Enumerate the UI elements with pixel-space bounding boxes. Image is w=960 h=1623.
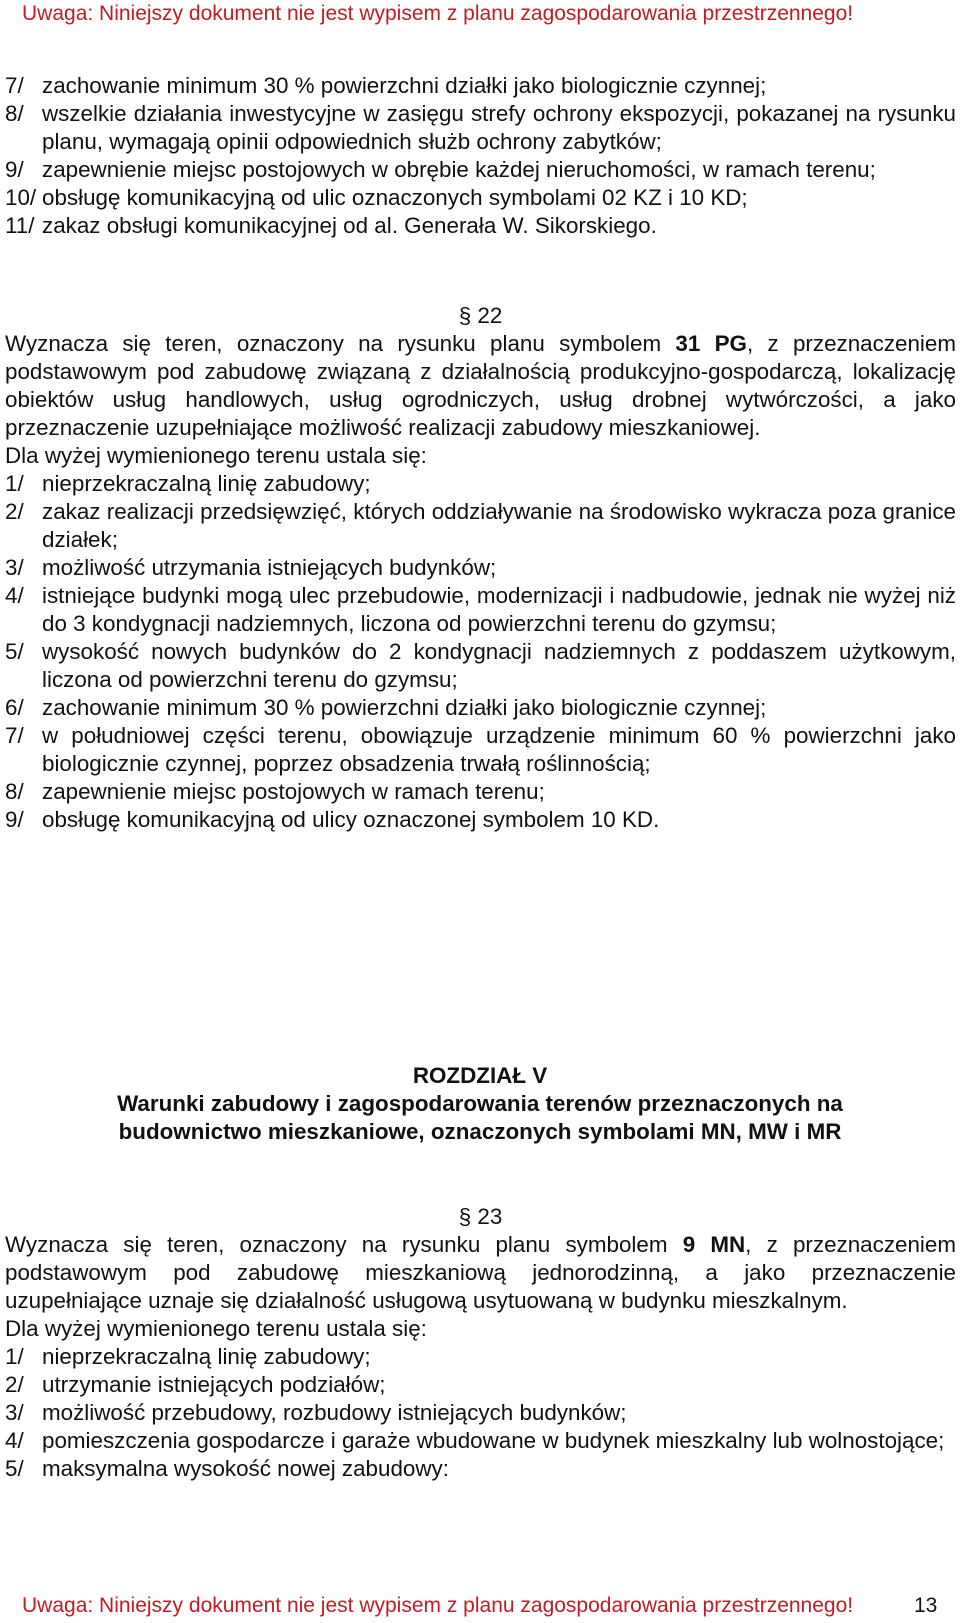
section-lead: Dla wyżej wymienionego terenu ustala się:: [5, 443, 427, 468]
item-text: istniejące budynki mogą ulec przebudowie, modernizacji i nadbudowie, jednak nie wyżej niż do 3 kondygnacji nadziemnych, liczona od powierzchni terenu do gzymsu;: [42, 583, 956, 636]
item-text: utrzymanie istniejących podziałów;: [42, 1372, 386, 1397]
item-text: zakaz realizacji przedsięwzięć, których oddziaływanie na środowisko wykracza poza granice działek;: [42, 499, 956, 552]
item-text: obsługę komunikacyjną od ulic oznaczonych symbolami 02 KZ i 10 KD;: [42, 185, 748, 210]
item-text: możliwość przebudowy, rozbudowy istniejących budynków;: [42, 1400, 627, 1425]
list-item: [5, 1371, 956, 1399]
warning-header: Uwaga: Niniejszy dokument nie jest wypisem z planu zagospodarowania przestrzennego!: [22, 2, 854, 25]
item-text: wysokość nowych budynków do 2 kondygnacji nadziemnych z poddaszem użytkowym, liczona od powierzchni terenu do gzymsu;: [42, 639, 956, 692]
list-item: [5, 100, 956, 156]
zone-symbol: 9 MN: [682, 1232, 746, 1257]
list-item: [5, 184, 956, 212]
item-text: w południowej części terenu, obowiązuje urządzenie minimum 60 % powierzchni jako biologicznie czynnej, poprzez obsadzenia trwałą roślinnością;: [42, 723, 956, 776]
zone-symbol: 31 PG: [675, 331, 747, 356]
intro-text-start: Wyznacza się teren, oznaczony na rysunku planu symbolem: [5, 1232, 683, 1257]
chapter-title: ROZDZIAŁ V: [412, 1063, 548, 1088]
warning-footer: Uwaga: Niniejszy dokument nie jest wypisem z planu zagospodarowania przestrzennego!: [22, 1594, 854, 1617]
item-text: zapewnienie miejsc postojowych w obrębie każdej nieruchomości, w ramach terenu;: [42, 157, 876, 182]
item-number: 7/: [5, 723, 24, 748]
item-text: możliwość utrzymania istniejących budynków;: [42, 555, 497, 580]
list-item: [5, 1455, 956, 1483]
item-number: 11/: [5, 213, 35, 238]
list-item: [5, 498, 956, 554]
intro-text-start: Wyznacza się teren, oznaczony na rysunku planu symbolem: [5, 331, 676, 356]
list-item: [5, 778, 956, 806]
chapter-heading: [0, 1062, 960, 1146]
item-number: 7/: [5, 73, 24, 98]
section-intro: [5, 1231, 956, 1315]
item-number: 3/: [5, 1400, 24, 1425]
item-number: 2/: [5, 1372, 24, 1397]
item-number: 10/: [5, 185, 37, 210]
list-item: [5, 806, 956, 834]
section-23: [5, 1203, 956, 1483]
item-number: 4/: [5, 583, 24, 608]
item-number: 3/: [5, 555, 24, 580]
list-item: [5, 582, 956, 638]
item-number: 1/: [5, 1344, 24, 1369]
list-item: [5, 212, 956, 240]
item-number: 4/: [5, 1428, 24, 1453]
item-number: 8/: [5, 779, 24, 804]
list-item: [5, 1399, 956, 1427]
intro-text-end: , z przeznaczeniem podstawowym pod zabudowę mieszkaniową jednorodzinną, a jako przeznaczenie uzupełniające uznaje się działalność usługową usytuowaną w budynku mieszkalnym.: [5, 1232, 957, 1313]
list-item: [5, 638, 956, 694]
section-heading: § 23: [458, 1204, 503, 1229]
list-item: [5, 72, 956, 100]
continued-list: [5, 72, 956, 240]
list-item: [5, 156, 956, 184]
page-number: 13: [914, 1594, 938, 1617]
item-number: 8/: [5, 101, 24, 126]
item-text: nieprzekraczalną linię zabudowy;: [42, 1344, 371, 1369]
item-number: 6/: [5, 695, 24, 720]
item-text: wszelkie działania inwestycyjne w zasięgu strefy ochrony ekspozycji, pokazanej na rysunku planu, wymagają opinii odpowiednich służb ochrony zabytków;: [42, 101, 956, 154]
item-text: zapewnienie miejsc postojowych w ramach terenu;: [42, 779, 545, 804]
item-number: 1/: [5, 471, 24, 496]
item-number: 9/: [5, 157, 24, 182]
item-text: nieprzekraczalną linię zabudowy;: [42, 471, 371, 496]
list-item: [5, 554, 956, 582]
item-text: maksymalna wysokość nowej zabudowy:: [42, 1456, 449, 1481]
item-number: 2/: [5, 499, 24, 524]
list-item: [5, 722, 956, 778]
item-number: 9/: [5, 807, 24, 832]
chapter-subtitle-line-2: budownictwo mieszkaniowe, oznaczonych symbolami MN, MW i MR: [118, 1119, 842, 1144]
item-text: pomieszczenia gospodarcze i garaże wbudowane w budynek mieszkalny lub wolnostojące;: [42, 1428, 945, 1453]
list-item: [5, 1427, 956, 1455]
list-item: [5, 694, 956, 722]
section-lead: Dla wyżej wymienionego terenu ustala się:: [5, 1316, 427, 1341]
item-number: 5/: [5, 639, 24, 664]
item-text: zachowanie minimum 30 % powierzchni działki jako biologicznie czynnej;: [42, 73, 767, 98]
item-text: obsługę komunikacyjną od ulicy oznaczonej symbolem 10 KD.: [42, 807, 660, 832]
item-text: zachowanie minimum 30 % powierzchni działki jako biologicznie czynnej;: [42, 695, 767, 720]
item-number: 5/: [5, 1456, 24, 1481]
section-22: [5, 302, 956, 834]
intro-text-end: , z przeznaczeniem podstawowym pod zabudowę związaną z działalnością produkcyjno-gospodarczą, lokalizację obiektów usług handlowych, usług ogrodniczych, usług drobnej wytwórczości, a jako przeznaczenie uzupełniające możliwość realizacji zabudowy mieszkaniowej.: [5, 331, 956, 440]
section-heading: § 22: [458, 303, 503, 328]
item-text: zakaz obsługi komunikacyjnej od al. Generała W. Sikorskiego.: [42, 213, 657, 238]
section-intro: [5, 330, 956, 442]
list-item: [5, 470, 956, 498]
list-item: [5, 1343, 956, 1371]
chapter-subtitle-line-1: Warunki zabudowy i zagospodarowania terenów przeznaczonych na: [117, 1091, 843, 1116]
